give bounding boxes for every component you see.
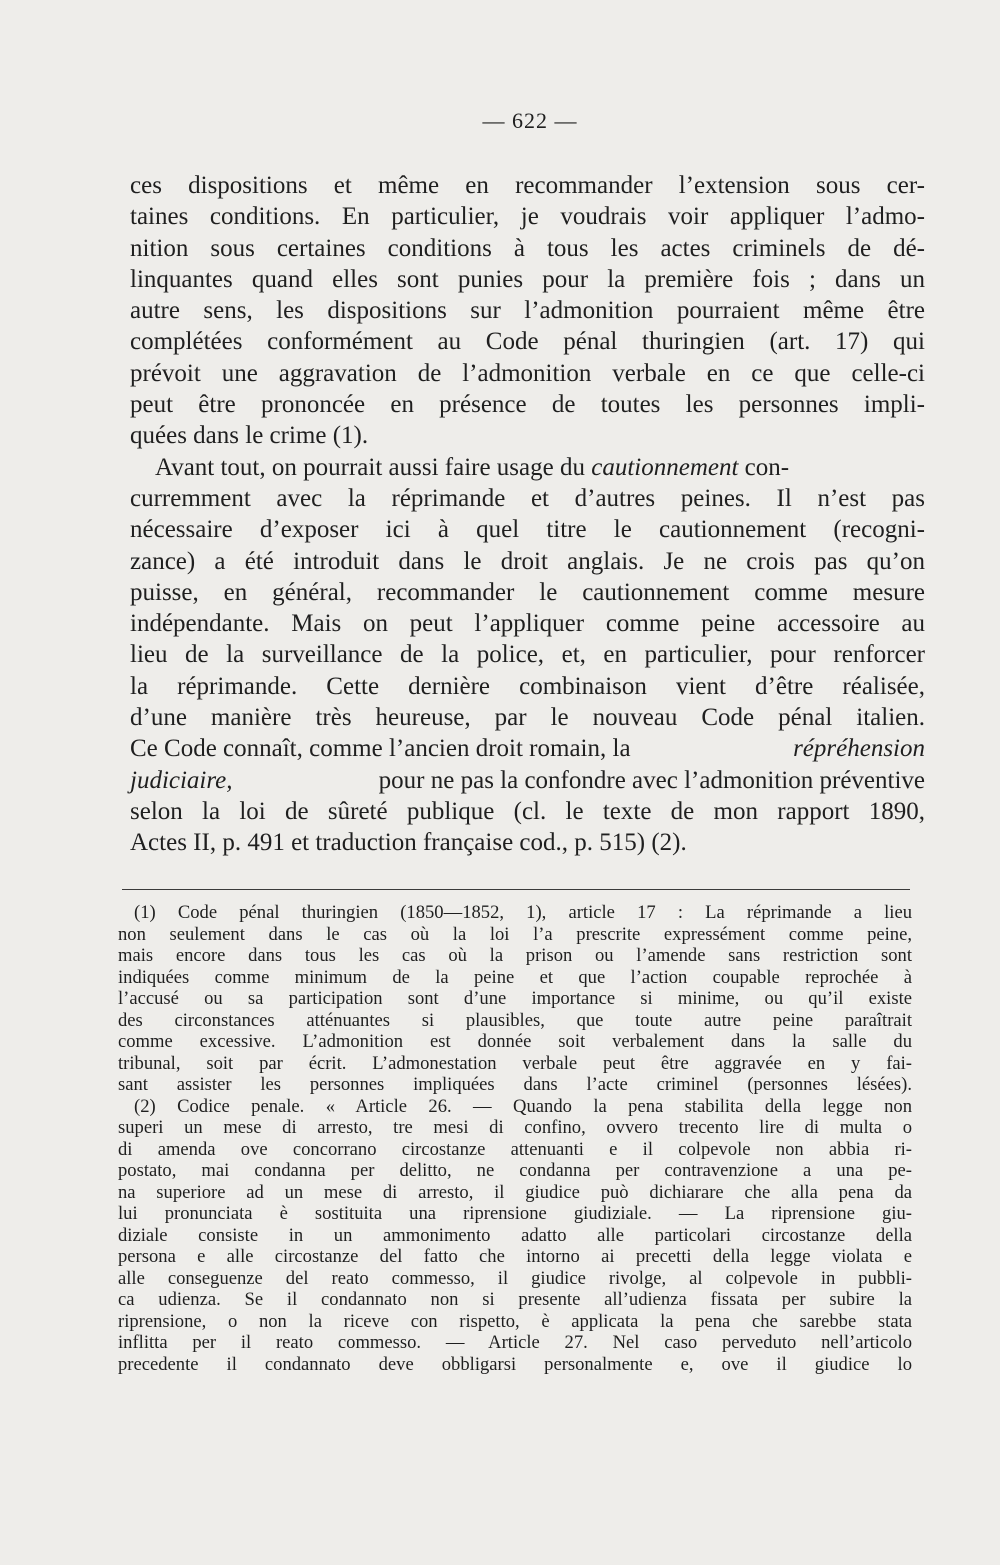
- text-line: linquantes quand elles sont punies pour la première fois ; dans un: [130, 265, 925, 293]
- footnote-line: l’accusé ou sa participation sont d’une importance si minime, ou qu’il existe: [118, 988, 912, 1009]
- text-line: prévoit une aggravation de l’admonition verbale en ce que celle-ci: [130, 359, 925, 387]
- footnote-line: superi un mese di arresto, tre mesi di confino, ovvero trecento lire di multa o: [118, 1117, 912, 1138]
- text-segment: Ce Code connaît, comme l’ancien droit romain, la: [130, 735, 637, 763]
- text-line: nition sous certaines conditions à tous les actes criminels de dé-: [130, 234, 925, 262]
- footnote-line: mais encore dans tous les cas où la prison ou l’amende sans restriction sont: [118, 945, 912, 966]
- text-line: curremment avec la réprimande et d’autres peines. Il n’est pas: [130, 484, 925, 512]
- italic-term: cautionnement: [591, 453, 739, 481]
- text-segment: con-: [738, 453, 790, 481]
- footnote-line: di amenda ove concorrano circostanze attenuanti e il colpevole non abbia ri-: [118, 1138, 912, 1160]
- footnote-line: lui pronunciata è sostituita una riprensione giudiziale. — La riprensione giu-: [118, 1203, 912, 1224]
- text-line: la réprimande. Cette dernière combinaison vient d’être réalisée,: [130, 672, 925, 700]
- italic-term: répréhension: [793, 735, 925, 763]
- footnote-line: non seulement dans le cas où la loi l’a prescrite expressément comme peine,: [118, 923, 912, 945]
- text-line: autre sens, les dispositions sur l’admonition pourraient même être: [130, 297, 925, 325]
- footnote-line: indiquées comme minimum de la peine et que l’action coupable reprochée à: [118, 966, 912, 988]
- text-line: puisse, en général, recommander le cautionnement comme mesure: [130, 578, 925, 606]
- italic-term: judiciaire,: [130, 766, 233, 794]
- footnote-line: persona e alle circostanze del fatto che intorno ai precetti della legge violata e: [118, 1246, 912, 1267]
- text-line: lieu de la surveillance de la police, et, en particulier, pour renforcer: [130, 641, 925, 669]
- footnote-line: alle conseguenze del reato commesso, il giudice rivolge, al colpevole in pubbli-: [118, 1267, 912, 1289]
- footnote-line: sant assister les personnes impliquées dans l’acte criminel (personnes lésées).: [118, 1074, 912, 1095]
- text-segment: pour ne pas la confondre avec l’admonition préventive: [372, 766, 925, 794]
- text-line: taines conditions. En particulier, je voudrais voir appliquer l’admo-: [130, 203, 925, 231]
- text-line: quées dans le crime (1).: [130, 422, 369, 450]
- footnote-line: tribunal, soit par écrit. L’admonestation verbale peut être aggravée en y fai-: [118, 1052, 912, 1074]
- footnote-line: (2) Codice penale. « Article 26. — Quando la pena stabilita della legge non: [134, 1095, 912, 1117]
- footnote-line: inflitta per il reato commesso. — Article 27. Nel caso perveduto nell’articolo: [118, 1332, 912, 1353]
- main-text: [130, 170, 925, 859]
- text-line: [130, 452, 925, 483]
- page-number: — 622 —: [482, 108, 578, 133]
- text-line: peut être prononcée en présence de toutes les personnes impli-: [130, 391, 925, 419]
- footnote-line: precedente il condannato deve obbligarsi personalmente e, ove il giudice lo: [118, 1353, 912, 1375]
- text-line: [130, 765, 925, 796]
- text-line: indépendante. Mais on peut l’appliquer comme peine accessoire au: [130, 610, 925, 638]
- text-line: selon la loi de sûreté publique (cl. le texte de mon rapport 1890,: [130, 797, 925, 825]
- text-line: [130, 733, 925, 764]
- text-line: d’une manière très heureuse, par le nouveau Code pénal italien.: [130, 704, 925, 732]
- text-line: Actes II, p. 491 et traduction française cod., p. 515) (2).: [130, 829, 687, 857]
- footnote-line: des circonstances atténuantes si plausibles, que toute autre peine paraîtrait: [118, 1009, 912, 1031]
- footnote-line: na superiore ad un mese di arresto, il giudice può dichiarare che alla pena da: [118, 1181, 912, 1203]
- footnotes: [118, 902, 912, 1375]
- text-segment: Avant tout, on pourrait aussi faire usage du: [155, 453, 592, 481]
- footnote-line: ca udienza. Se il condannato non si presente all’udienza fissata per subire la: [118, 1289, 912, 1310]
- footnote-line: comme excessive. L’admonition est donnée soit verbalement dans la salle du: [118, 1031, 912, 1052]
- footnote-rule: [122, 889, 910, 890]
- footnote-line: postato, mai condanna per delitto, ne condanna per contravenzione a una pe-: [118, 1160, 912, 1181]
- text-line: complétées conformément au Code pénal thuringien (art. 17) qui: [130, 328, 925, 356]
- footnote-line: diziale consiste in un ammonimento adatto alle particolari circostanze della: [118, 1224, 912, 1246]
- text-line: zance) a été introduit dans le droit anglais. Je ne crois pas qu’on: [130, 547, 925, 575]
- footnote-line: riprensione, o non la riceve con rispetto, è applicata la pena che sarebbe stata: [118, 1310, 912, 1332]
- footnote-line: (1) Code pénal thuringien (1850—1852, 1), article 17 : La réprimande a lieu: [134, 902, 912, 923]
- text-line: nécessaire d’exposer ici à quel titre le cautionnement (recogni-: [130, 516, 925, 544]
- text-line: ces dispositions et même en recommander l’extension sous cer-: [130, 172, 925, 199]
